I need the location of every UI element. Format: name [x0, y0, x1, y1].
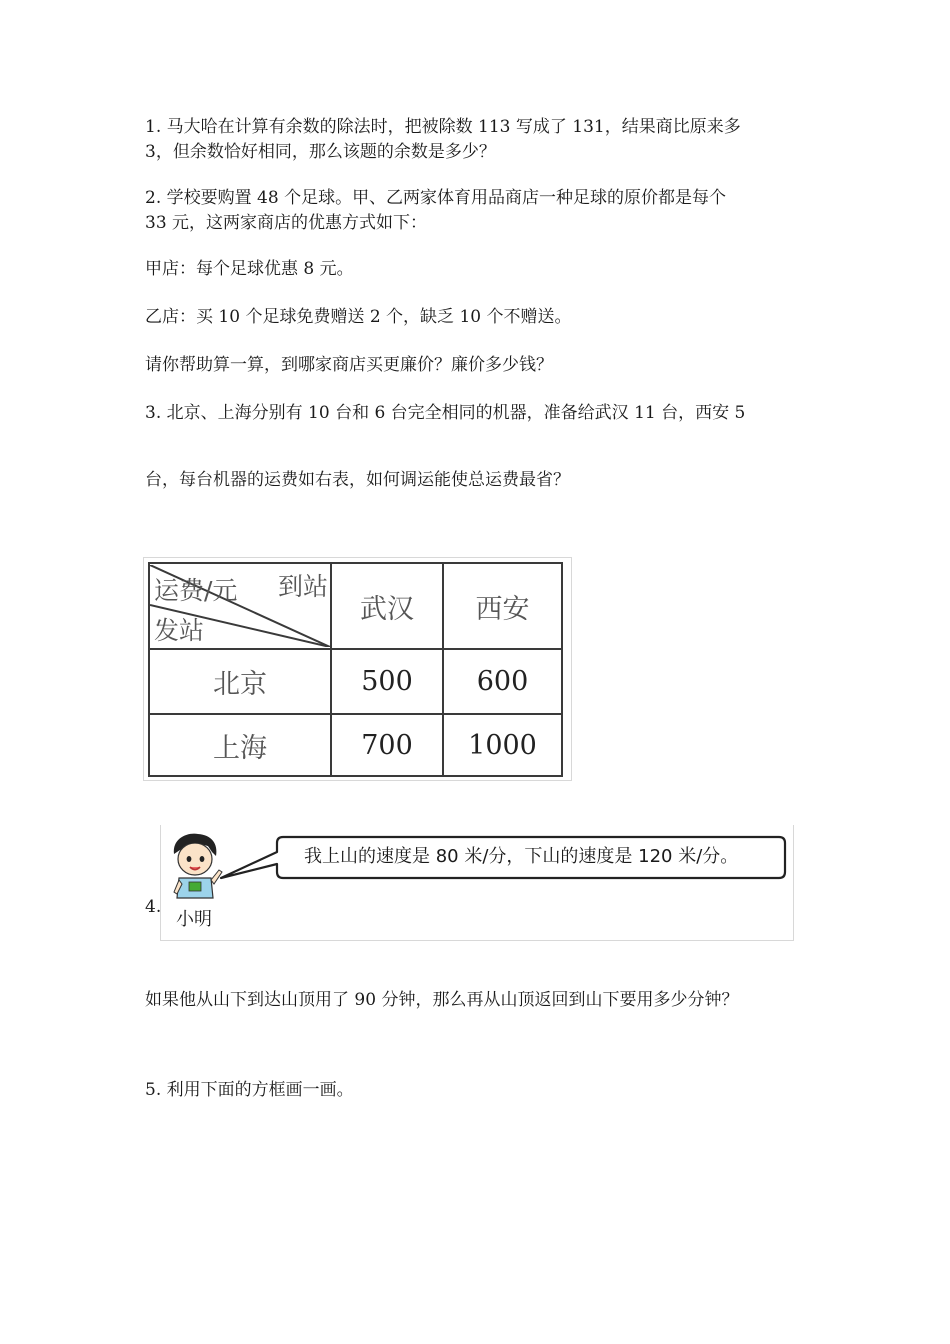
q3-text-line1: 3. 北京、上海分别有 10 台和 6 台完全相同的机器，准备给武汉 11 台，西安 5	[145, 403, 746, 423]
q2-text-line1: 2. 学校要购置 48 个足球。甲、乙两家体育用品商店一种足球的原价都是每个	[145, 188, 727, 208]
cell-beijing-xian: 600	[443, 649, 562, 714]
header-fee-label: 运费/元	[154, 576, 238, 605]
q1-text-line2: 3，但余数恰好相同，那么该题的余数是多少？	[145, 142, 496, 162]
col-header-wuhan: 武汉	[331, 563, 443, 649]
freight-table-image	[143, 557, 572, 781]
q2-shop-a: 甲店：每个足球优惠 8 元。	[145, 259, 354, 279]
row-header-shanghai: 上海	[149, 714, 331, 776]
q5-text: 5. 利用下面的方框画一画。	[145, 1080, 354, 1100]
table-row	[149, 649, 562, 714]
q4-number: 4.	[145, 897, 162, 917]
header-depart-label: 发站	[154, 616, 205, 645]
cell-shanghai-wuhan: 700	[331, 714, 443, 776]
q4-question: 如果他从山下到达山顶用了 90 分钟，那么再从山顶返回到山下要用多少分钟？	[145, 990, 739, 1010]
q2-shop-b: 乙店：买 10 个足球免费赠送 2 个，缺乏 10 个不赠送。	[145, 307, 572, 327]
table-diagonal-header	[149, 563, 331, 649]
speech-text: 我上山的速度是 80 米/分，下山的速度是 120 米/分。	[304, 846, 739, 867]
q3-text-line2: 台，每台机器的运费如右表，如何调运能使总运费最省？	[145, 470, 570, 490]
freight-table	[148, 562, 563, 777]
cell-shanghai-xian: 1000	[443, 714, 562, 776]
table-row	[149, 714, 562, 776]
header-arrive-label: 到站	[277, 572, 328, 601]
q2-text-line2: 33 元，这两家商店的优惠方式如下：	[145, 213, 428, 233]
col-header-xian: 西安	[443, 563, 562, 649]
q1-text-line1: 1. 马大哈在计算有余数的除法时，把被除数 113 写成了 131，结果商比原来多	[145, 117, 741, 137]
character-name-label: 小明	[176, 909, 212, 930]
q2-question: 请你帮助算一算，到哪家商店买更廉价？廉价多少钱？	[145, 355, 553, 375]
row-header-beijing: 北京	[149, 649, 331, 714]
cell-beijing-wuhan: 500	[331, 649, 443, 714]
